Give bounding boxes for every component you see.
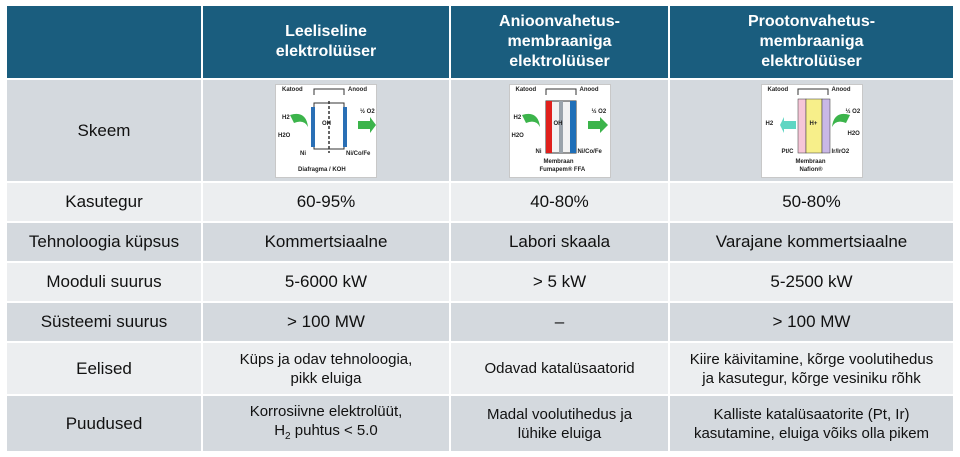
eelised-aem: Odavad katalüsaatorid — [451, 343, 670, 394]
d2-h2: H2 — [513, 114, 522, 121]
row-skeem — [7, 80, 953, 183]
row-kasutegur — [7, 183, 953, 223]
d3-h2: H2 — [765, 120, 774, 127]
d3-anood: Anood — [831, 86, 851, 93]
d3-o2: ½ O2 — [845, 108, 861, 115]
header-empty — [7, 6, 203, 78]
eelised-alkaline-line1: Küps ja odav tehnoloogia, — [239, 350, 413, 368]
puudused-pem-line2: kasutamine, eluiga võiks olla pikem — [693, 424, 930, 442]
kasutegur-alkaline: 60-95% — [203, 183, 451, 221]
puudused-alkaline-line1: Korrosiivne elektrolüüt, — [249, 402, 403, 420]
kupsus-aem: Labori skaala — [451, 223, 670, 261]
purity-text: puhtus < 5.0 — [290, 421, 378, 439]
mooduli-aem: > 5 kW — [451, 263, 670, 301]
puudused-aem — [451, 396, 670, 451]
d1-katood: Katood — [282, 86, 303, 93]
row-systeemi — [7, 303, 953, 343]
d3-caption2: Nafion® — [799, 166, 823, 173]
puudused-aem-line1: Madal voolutihedus ja — [486, 405, 633, 423]
row-label-eelised: Eelised — [7, 343, 203, 394]
h2-symbol: H — [274, 421, 286, 439]
kupsus-pem: Varajane kommertsiaalne — [670, 223, 953, 261]
eelised-pem-line2: ja kasutegur, kõrge vesiniku rõhk — [702, 369, 921, 387]
d1-cat: Ni/Co/Fe — [346, 150, 371, 157]
header-alkaline: Leeliseline elektrolüüser — [203, 6, 451, 78]
puudused-pem-line1: Kalliste katalüsaatorite (Pt, Ir) — [713, 405, 910, 423]
scheme-pem-cell — [670, 80, 953, 181]
row-label-systeemi: Süsteemi suurus — [7, 303, 203, 341]
row-label-puudused: Puudused — [7, 396, 203, 451]
row-kupsus — [7, 223, 953, 263]
eelised-pem — [670, 343, 953, 394]
table-header — [7, 6, 953, 80]
d3-caption1: Membraan — [795, 158, 826, 165]
header-aem: Anioonvahetus-membraaniga elektrolüüser — [451, 6, 670, 78]
header-pem: Prootonvahetus-membraaniga elektrolüüser — [670, 6, 953, 78]
d2-ni: Ni — [535, 148, 542, 155]
scheme-aem-cell — [451, 80, 670, 181]
puudused-pem — [670, 396, 953, 451]
d1-o2: ½ O2 — [360, 108, 375, 115]
d2-h2o: H2O — [511, 132, 524, 139]
systeemi-aem: – — [451, 303, 670, 341]
eelised-pem-line1: Kiire käivitamine, kõrge voolutihedus — [689, 350, 934, 368]
d2-katood: Katood — [515, 86, 537, 93]
d2-ion: OH — [553, 120, 563, 127]
comparison-table — [7, 6, 953, 451]
pem-diagram — [761, 84, 863, 178]
d1-ion: OH — [322, 120, 331, 127]
d2-caption2: Fumapem® FFA — [539, 166, 586, 173]
kasutegur-aem: 40-80% — [451, 183, 670, 221]
kupsus-alkaline: Kommertsiaalne — [203, 223, 451, 261]
puudused-alkaline — [203, 396, 451, 451]
d3-ion: H+ — [809, 120, 818, 127]
row-puudused — [7, 396, 953, 451]
d1-anood: Anood — [348, 86, 367, 93]
eelised-alkaline-line2: pikk eluiga — [290, 369, 362, 387]
row-eelised — [7, 343, 953, 396]
alkaline-diagram — [275, 84, 377, 178]
alkaline-diagram-graphic — [276, 85, 376, 177]
puudused-alkaline-line2 — [274, 421, 378, 442]
puudused-aem-line2: lühike eluiga — [517, 424, 602, 442]
row-label-kasutegur: Kasutegur — [7, 183, 203, 221]
mooduli-pem: 5-2500 kW — [670, 263, 953, 301]
d1-ni: Ni — [300, 150, 306, 157]
h2-subscript: 2 — [285, 430, 291, 442]
mooduli-alkaline: 5-6000 kW — [203, 263, 451, 301]
d3-katood: Katood — [767, 86, 789, 93]
d3-h2o: H2O — [847, 130, 860, 137]
eelised-alkaline — [203, 343, 451, 394]
kasutegur-pem: 50-80% — [670, 183, 953, 221]
d2-anood: Anood — [579, 86, 599, 93]
row-mooduli — [7, 263, 953, 303]
d2-cat: Ni/Co/Fe — [577, 148, 602, 155]
d2-caption1: Membraan — [543, 158, 574, 165]
aem-diagram — [509, 84, 611, 178]
row-label-skeem: Skeem — [7, 80, 203, 181]
row-label-kupsus: Tehnoloogia küpsus — [7, 223, 203, 261]
systeemi-pem: > 100 MW — [670, 303, 953, 341]
d1-h2o: H2O — [278, 132, 291, 139]
d1-caption: Diafragma / KOH — [298, 166, 346, 173]
d3-cat: Ir/IrO2 — [831, 148, 850, 155]
d3-ni: Pt/C — [781, 148, 794, 155]
d2-o2: ½ O2 — [591, 108, 607, 115]
scheme-alkaline-cell — [203, 80, 451, 181]
d1-h2: H2 — [282, 114, 290, 121]
systeemi-alkaline: > 100 MW — [203, 303, 451, 341]
row-label-mooduli: Mooduli suurus — [7, 263, 203, 301]
